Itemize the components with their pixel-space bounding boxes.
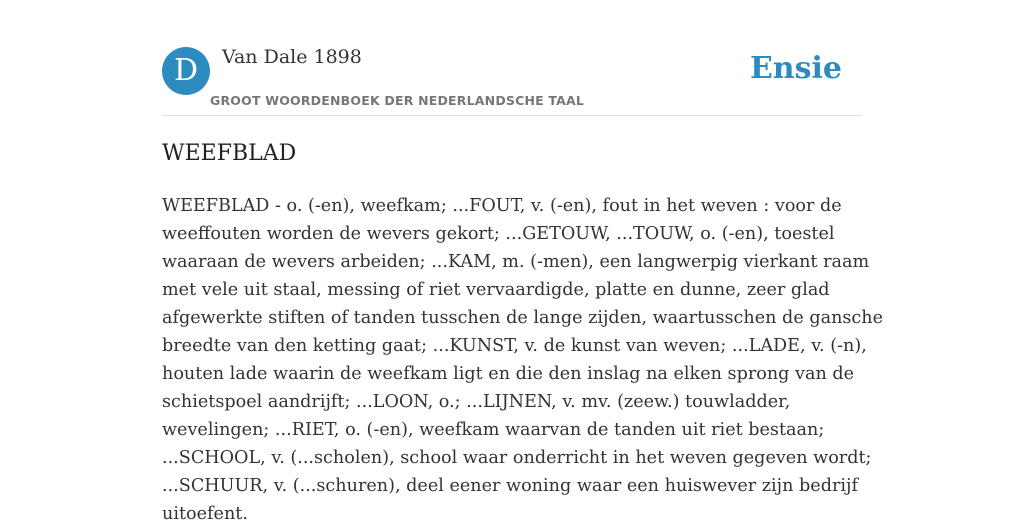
definition-line: ...SCHUUR, v. (...schuren), deel eener woning waar een huiswever zijn bedrijf	[162, 476, 858, 496]
entry-headword: WEEFBLAD	[162, 141, 297, 166]
definition-line: met vele uit staal, messing of riet vervaardigde, platte en dunne, zeer glad	[162, 280, 830, 300]
definition-line: houten lade waarin de weefkam ligt en die den inslag na elken sprong van de	[162, 364, 855, 384]
source-title[interactable]: Van Dale 1898	[222, 46, 362, 68]
definition-line: breedte van den ketting gaat; ...KUNST, v. de kunst van weven; ...LADE, v. (-n),	[162, 336, 867, 356]
definition-line: weeffouten worden de wevers gekort; ...GETOUW, ...TOUW, o. (-en), toestel	[162, 224, 835, 244]
entry-definition	[162, 192, 884, 528]
definition-line: uitoefent.	[162, 504, 248, 524]
definition-line: wevelingen; ...RIET, o. (-en), weefkam waarvan de tanden uit riet bestaan;	[162, 420, 825, 440]
source-avatar[interactable]: D	[162, 47, 210, 95]
definition-line: schietspoel aandrijft; ...LOON, o.; ...LIJNEN, v. mv. (zeew.) touwladder,	[162, 392, 791, 412]
brand-logo[interactable]: Ensie	[749, 51, 842, 86]
definition-line: waaraan de wevers arbeiden; ...KAM, m. (-men), een langwerpig vierkant raam	[162, 252, 870, 272]
definition-line: WEEFBLAD - o. (-en), weefkam; ...FOUT, v. (-en), fout in het weven : voor de	[162, 196, 842, 216]
header	[162, 46, 862, 116]
definition-line: ...SCHOOL, v. (...scholen), school waar onderricht in het weven gegeven wordt;	[162, 448, 872, 468]
header-divider	[162, 115, 862, 116]
definition-line: afgewerkte stiften of tanden tusschen de lange zijden, waartusschen de gansche	[162, 308, 884, 328]
source-subtitle: GROOT WOORDENBOEK DER NEDERLANDSCHE TAAL	[210, 93, 585, 108]
